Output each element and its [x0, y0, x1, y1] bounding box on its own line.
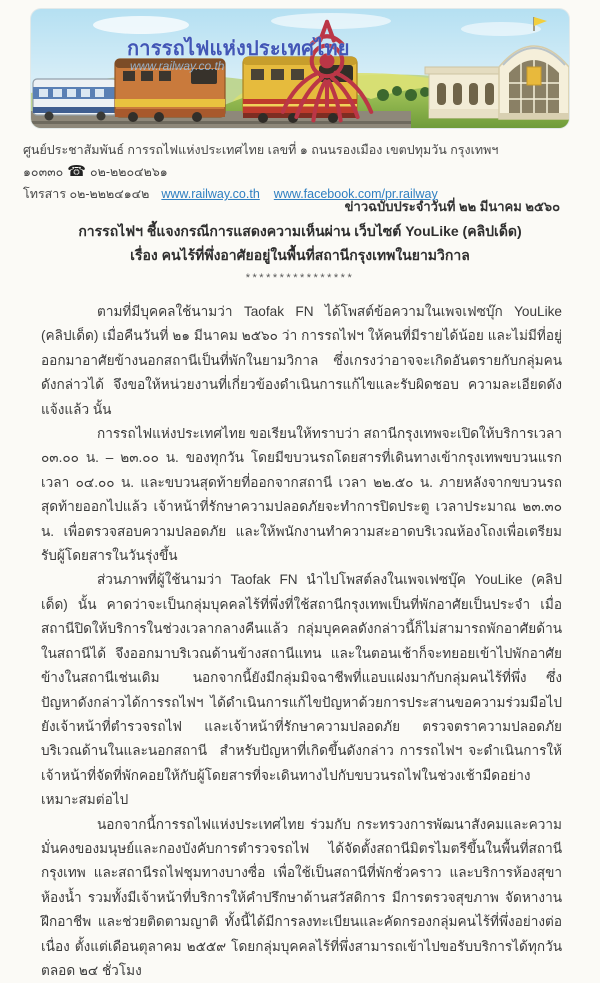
org-url: www.railway.co.th — [130, 59, 225, 73]
divider-asterisks: **************** — [245, 272, 355, 284]
paragraph-3: ส่วนภาพที่ผู้ใช้นามว่า Taofak FN นำไปโพสต์ลงในเพจเฟซบุ๊ค YouLike (คลิปเด็ด) นั้น คาดว่าจะเป็นกลุ่มบุคคลไร้ที่พึ่งที่ใช้สถานีกรุงเทพเป็นที่พักอาศัยเป็นประจำ เมื่อสถานีปิดให้บริการในช่วงเวลากลางคืนแล้ว กลุ่มบุคคลดังกล่าวนี้ก็ไม่สามารถพักอาศัยด้านในสถานีได้ จึงออกมาบริเวณด้านข้างสถานีแทน และในตอนเช้าก็จะทยอยเข้าไปพักอาศัยข้างในสถานีเช่นเดิม นอกจากนี้ยังมีกลุ่มมิจฉาชีพที่แอบแฝงมากับกลุ่มคนไร้ที่พึ่ง ซึ่งปัญหาดังกล่าวได้การรถไฟฯ ได้ดำเนินการแก้ไขปัญหาด้วยการประสานขอความร่วมมือไปยังเจ้าหน้าที่ตำรวจรถไฟ และเจ้าหน้าที่รักษาความปลอดภัย ตรวจตราความปลอดภัยบริเวณด้านในและนอกสถานี สำหรับปัญหาที่เกิดขึ้นดังกล่าว การรถไฟฯ จะดำเนินการให้เจ้าหน้าที่จัดที่พักคอยให้กับผู้โดยสารที่จะเดินทางไปกับขบวนรถไฟในช่วงเช้ามืดอย่างเหมาะสมต่อไป — [41, 572, 562, 808]
paragraph-4: นอกจากนี้การรถไฟแห่งประเทศไทย ร่วมกับ กระทรวงการพัฒนาสังคมและความมั่นคงของมนุษย์และกองบังคับการตำรวจรถไฟ ได้จัดตั้งสถานีมิตรไมตรีขึ้นในพื้นที่สถานีกรุงเทพ และสถานีรถไฟชุมทางบางซื่อ เพื่อใช้เป็นสถานีที่พักชั่วคราว และบริการห้องสุขา ห้องน้ำ รวมทั้งมีเจ้าหน้าที่บริการให้คำปรึกษาด้านสวัสดิการ มีการตรวจสุขภาพ จัดหางาน ฝึกอาชีพ และช่วยติดตามญาติ ทั้งนี้ได้มีการลงทะเบียนและคัดกรองกลุ่มคนไร้ที่พึ่งอย่างต่อเนื่อง ตั้งแต่เดือนตุลาคม ๒๕๕๙ โดยกลุ่มบุคคลไร้ที่พึ่งสามารถเข้าไปขอรับบริการได้ทุกวันตลอด ๒๔ ชั่วโมง — [41, 816, 562, 978]
website-link[interactable]: www.railway.co.th — [161, 187, 260, 201]
telephone-icon: ☎ — [67, 163, 86, 180]
paragraph-1: ตามที่มีบุคคลใช้นามว่า Taofak FN ได้โพสต์ข้อความในเพจเฟซบุ๊ก YouLike (คลิปเด็ด) เมื่อคืนวันที่ ๒๑ มีนาคม ๒๕๖๐ ว่า การรถไฟฯ ให้คนที่มีรายได้น้อย และไม่มีที่อยู่ ออกมาอาศัยข้างนอกสถานีเป็นที่พักในยามวิกาล ซึ่งเกรงว่าอาจจะเกิดอันตรายกับกลุ่มคนดังกล่าวได้ จึงขอให้หน่วยงานที่เกี่ยวข้องดำเนินการแก้ไขและรับผิดชอบ ความละเอียดดังแจ้งแล้ว นั้น — [41, 304, 562, 417]
release-title-line1: การรถไฟฯ ชี้แจงกรณีการแสดงความเห็นผ่าน เว็บไซต์ YouLike (คลิปเด็ด) — [78, 223, 522, 239]
address-text: ศูนย์ประชาสัมพันธ์ การรถไฟแห่งประเทศไทย เลขที่ ๑ ถนนรองเมือง เขตปทุมวัน กรุงเทพฯ ๑๐๓๓๐ — [23, 143, 499, 179]
document-body — [41, 300, 562, 983]
contact-line-address — [23, 139, 583, 183]
release-date: ข่าวฉบับประจำวันที่ ๒๒ มีนาคม ๒๕๖๐ — [344, 199, 560, 214]
release-title-line2: เรื่อง คนไร้ที่พึ่งอาศัยอยู่ในพื้นที่สถานีกรุงเทพในยามวิกาล — [130, 247, 470, 263]
paragraph-2: การรถไฟแห่งประเทศไทย ขอเรียนให้ทราบว่า สถานีกรุงเทพจะเปิดให้บริการเวลา ๐๓.๐๐ น. – ๒๓.๐๐ น. ของทุกวัน โดยมีขบวนรถโดยสารที่เดินทางเข้ากรุงเทพขบวนแรก เวลา ๐๔.๐๐ น. และขบวนสุดท้ายที่ออกจากสถานี เวลา ๒๒.๕๐ น. ภายหลังจากขบวนรถสุดท้ายออกไปแล้ว เจ้าหน้าที่รักษาความปลอดภัยจะทำการปิดประตู เวลาประมาณ ๒๓.๓๐ น. เพื่อตรวจสอบความปลอดภัย และให้พนักงานทำความสะอาดบริเวณห้องโถงเพื่อเตรียมรับผู้โดยสารในวันรุ่งขึ้น — [41, 426, 562, 564]
org-name: การรถไฟแห่งประเทศไทย — [127, 38, 350, 60]
title-block — [0, 219, 600, 288]
header-banner — [31, 9, 569, 128]
facebook-link[interactable]: www.facebook.com/pr.railway — [273, 187, 438, 201]
fax-label: โทรสาร — [23, 187, 67, 201]
fax-number: ๐๒-๒๒๒๔๑๔๒ — [69, 187, 150, 201]
phone-number: ๐๒-๒๒๐๔๒๖๑ — [89, 165, 168, 179]
